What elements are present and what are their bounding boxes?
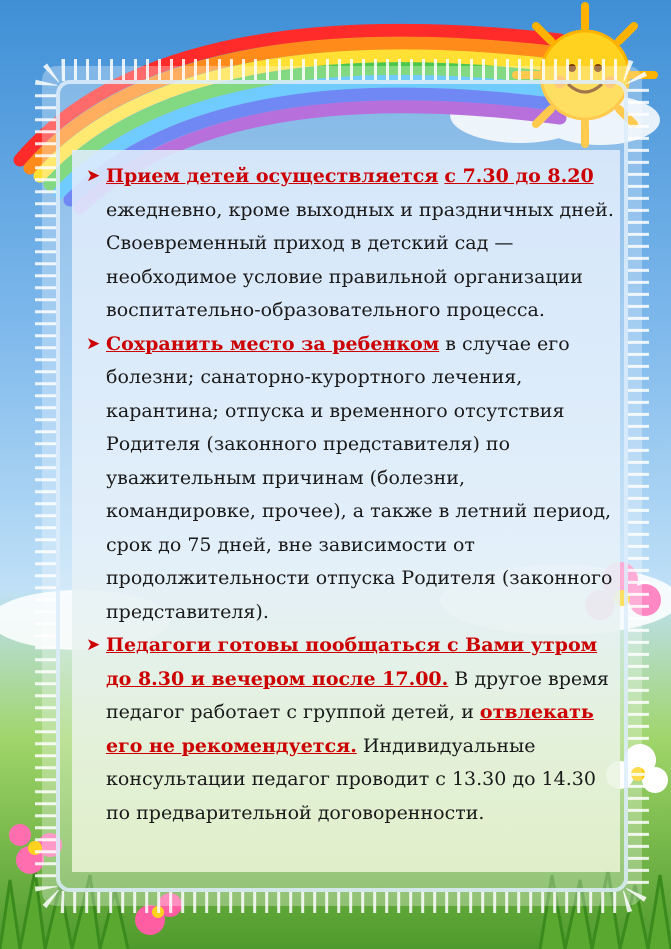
arrowhead-bullet-icon: ➤: [86, 333, 101, 354]
highlight-reception-hours: с 7.30 до 8.20: [444, 165, 594, 187]
item-text: ежедневно, кроме выходных и праздничных дней. Своевременный приход в детский сад — необходимое условие правильной организации воспитательно-образовательного процесса.: [106, 198, 614, 321]
arrowhead-bullet-icon: ➤: [86, 635, 101, 655]
item-text: В другое время педагог работает с группой детей, и: [106, 667, 609, 723]
highlight-keep-place: Сохранить место за ребенком: [106, 332, 440, 355]
list-item-reception: [86, 160, 616, 328]
item-text: в случае его болезни; санаторно-курортного лечения, карантина; отпуска и временного отсутствия Родителя (законного представителя) по уважительным причинам (болезни, командировке, прочее), а также в летний период, срок до 75 дней, вне зависимости от продолжительности отпуска Родителя (законного представителя).: [106, 332, 613, 623]
rules-list: [86, 160, 616, 830]
list-item-teachers: [86, 629, 616, 830]
highlight-reception: Прием детей осуществляется: [106, 165, 439, 187]
item-text: Индивидуальные консультации педагог проводит с 13.30 до 14.30 по предварительной договоренности.: [106, 734, 596, 824]
arrowhead-bullet-icon: ➤: [86, 166, 101, 186]
list-item-keep-place: [86, 328, 616, 630]
highlight-do-not-distract: отвлекать его не рекомендуется.: [106, 701, 594, 757]
highlight-teachers-hours: Педагоги готовы пообщаться с Вами утром до 8.30 и вечером после 17.00.: [106, 634, 598, 690]
